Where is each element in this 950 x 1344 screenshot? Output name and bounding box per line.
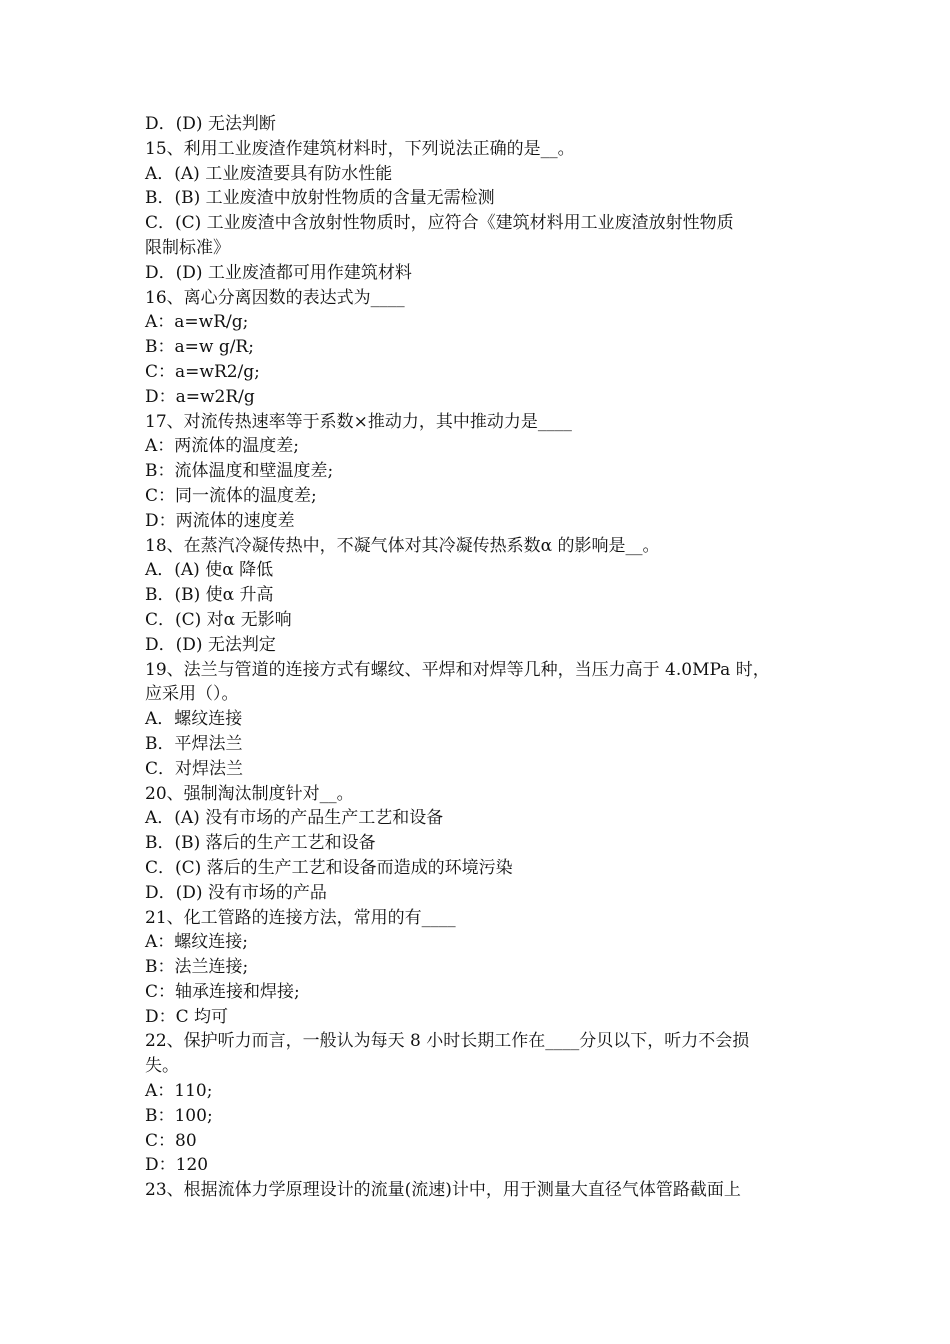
- text-line: B．(B) 落后的生产工艺和设备: [145, 833, 376, 854]
- text-line: B：法兰连接;: [145, 957, 249, 978]
- text-line: D．(D) 没有市场的产品: [145, 882, 327, 903]
- text-line: C：a=wR2/g;: [145, 361, 260, 382]
- text-line: B：流体温度和壁温度差;: [145, 461, 334, 482]
- text-line: B：a=w g/R;: [145, 337, 254, 358]
- text-line: 限制标准》: [145, 237, 230, 258]
- text-line: 16、离心分离因数的表达式为____: [145, 287, 405, 308]
- text-line: 失。: [145, 1056, 179, 1077]
- text-line: B．平焊法兰: [145, 733, 243, 754]
- text-line: 23、根据流体力学原理设计的流量(流速)计中，用于测量大直径气体管路截面上: [145, 1180, 741, 1201]
- text-line: A．(A) 没有市场的产品生产工艺和设备: [145, 808, 444, 829]
- text-line: C．(C) 对α 无影响: [145, 609, 292, 630]
- text-line: C：轴承连接和焊接;: [145, 981, 300, 1002]
- text-line: 20、强制淘汰制度针对__。: [145, 783, 354, 804]
- text-line: A：a=wR/g;: [145, 312, 249, 333]
- text-line: A：螺纹连接;: [145, 932, 249, 953]
- text-line: D．(D) 工业废渣都可用作建筑材料: [145, 262, 412, 283]
- text-line: C：同一流体的温度差;: [145, 485, 317, 506]
- text-line: D：a=w2R/g: [145, 386, 255, 407]
- text-line: B．(B) 使α 升高: [145, 585, 274, 606]
- text-line: C．(C) 落后的生产工艺和设备而造成的环境污染: [145, 857, 513, 878]
- text-line: C．(C) 工业废渣中含放射性物质时，应符合《建筑材料用工业废渣放射性物质: [145, 213, 734, 234]
- text-line: 19、法兰与管道的连接方式有螺纹、平焊和对焊等几种，当压力高于 4.0MPa 时，: [145, 659, 770, 680]
- text-line: 应采用（）。: [145, 684, 239, 705]
- text-line: D：C 均可: [145, 1006, 229, 1027]
- text-line: D．(D) 无法判定: [145, 634, 276, 655]
- text-line: A：两流体的温度差;: [145, 436, 300, 457]
- text-line: A．(A) 工业废渣要具有防水性能: [145, 163, 393, 184]
- text-line: 15、利用工业废渣作建筑材料时，下列说法正确的是__。: [145, 138, 575, 159]
- text-line: A．螺纹连接: [145, 709, 243, 730]
- text-line: A：110;: [145, 1081, 213, 1102]
- text-line: C．对焊法兰: [145, 758, 244, 779]
- text-line: D．(D) 无法判断: [145, 114, 276, 134]
- text-line: 18、在蒸汽冷凝传热中，不凝气体对其冷凝传热系数α 的影响是__。: [145, 535, 660, 556]
- document-page: [145, 112, 815, 1203]
- text-line: A．(A) 使α 降低: [145, 560, 274, 581]
- text-line: B：100;: [145, 1105, 213, 1126]
- text-line: 22、保护听力而言，一般认为每天 8 小时长期工作在____分贝以下，听力不会损: [145, 1031, 750, 1052]
- text-line: D：120: [145, 1155, 209, 1176]
- text-line: C：80: [145, 1130, 197, 1151]
- text-line: 17、对流传热速率等于系数×推动力，其中推动力是____: [145, 411, 572, 432]
- text-line: 21、化工管路的连接方法，常用的有____: [145, 907, 456, 928]
- text-line: D：两流体的速度差: [145, 510, 295, 531]
- text-line: B．(B) 工业废渣中放射性物质的含量无需检测: [145, 188, 495, 209]
